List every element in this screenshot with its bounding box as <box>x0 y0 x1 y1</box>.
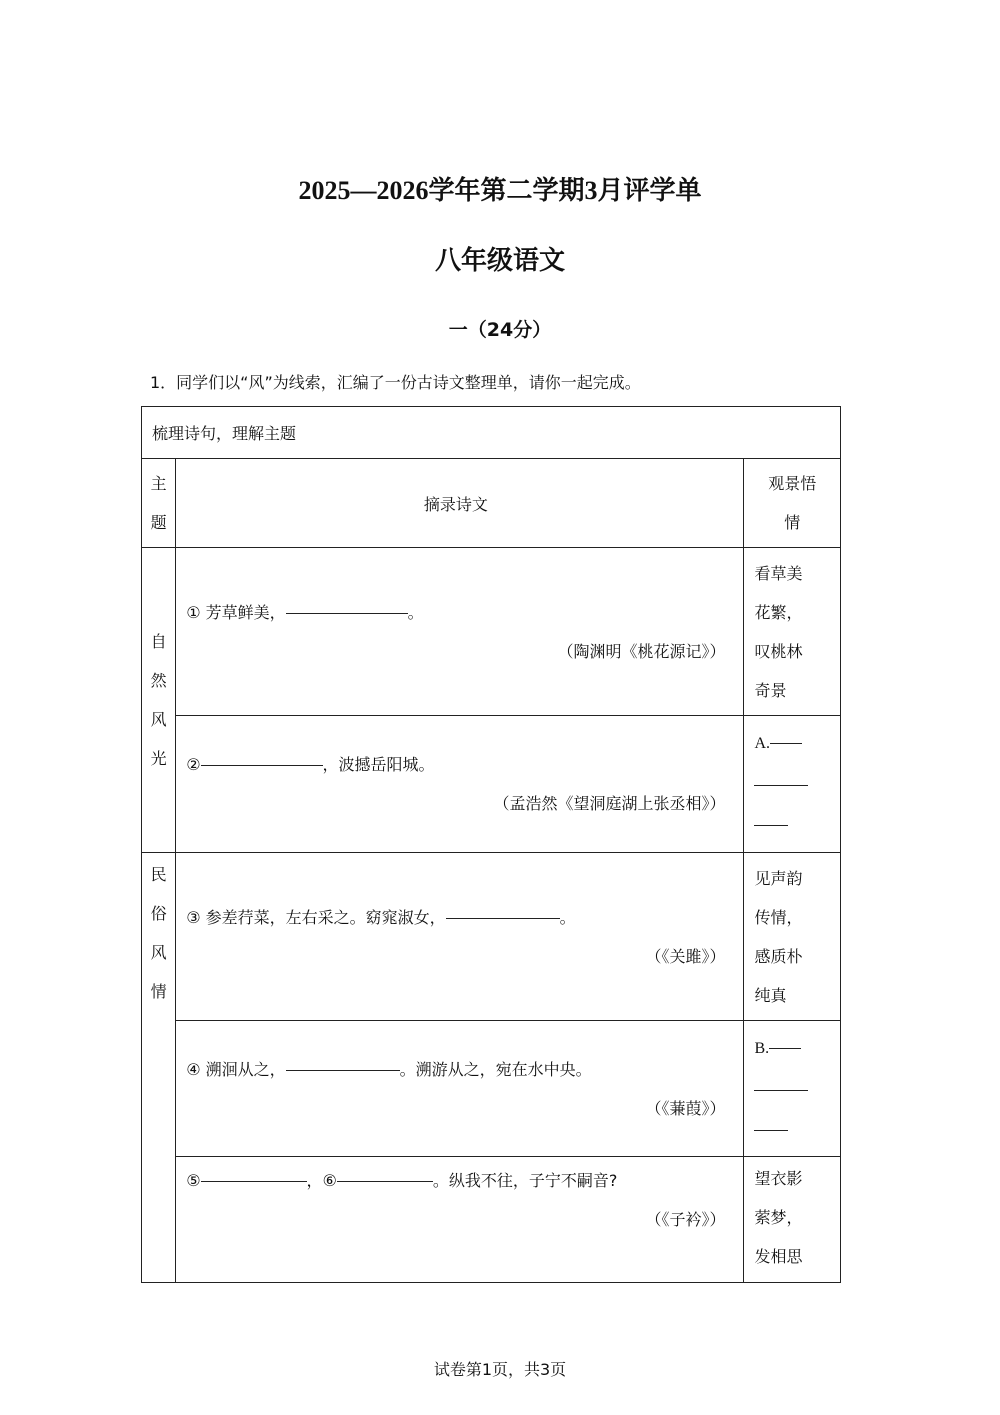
poem-line <box>186 1161 725 1200</box>
poem-line <box>186 593 725 632</box>
answer-label-b: B. <box>754 1039 770 1057</box>
view-cell-5 <box>744 1157 841 1283</box>
table-row <box>142 853 841 1021</box>
poem-text: 芳草鲜美， <box>200 602 286 622</box>
poem-line <box>186 1050 725 1089</box>
poem-table <box>141 406 841 1283</box>
view-text: 传情， <box>754 907 803 927</box>
item-number: ① <box>186 602 201 622</box>
item-number: ⑤ <box>186 1171 201 1190</box>
view-text: 纯真 <box>754 985 787 1005</box>
answer-blank[interactable] <box>446 917 560 919</box>
theme-char: 然 <box>150 671 167 690</box>
col-header-view-1: 观景悟 <box>768 474 817 493</box>
theme-natural <box>142 548 176 853</box>
table-row <box>142 1157 841 1283</box>
table-header-row <box>142 459 841 548</box>
answer-blank[interactable] <box>337 1180 433 1182</box>
view-text: 见声韵 <box>754 868 803 888</box>
col-header-poem: 摘录诗文 <box>176 459 744 548</box>
theme-char: 风 <box>150 710 167 729</box>
answer-blank[interactable] <box>770 742 802 744</box>
answer-blank[interactable] <box>286 1069 400 1071</box>
poem-cell-3 <box>176 853 744 1021</box>
view-cell-4 <box>744 1021 841 1157</box>
poem-text: ，波撼岳阳城。 <box>322 755 435 774</box>
theme-char: 情 <box>150 982 167 1001</box>
item-number: ② <box>186 755 201 774</box>
poem-cell-1 <box>176 548 744 716</box>
view-text: 发相思 <box>754 1247 803 1266</box>
table-row <box>142 1021 841 1157</box>
col-header-theme-1: 主 <box>150 474 167 493</box>
theme-char: 自 <box>150 632 167 651</box>
view-text: 叹桃林 <box>754 641 803 661</box>
theme-char: 风 <box>150 943 167 962</box>
poem-line <box>186 898 725 937</box>
answer-line[interactable] <box>754 763 808 786</box>
item-number: ③ <box>186 907 201 927</box>
poem-text: ，⑥ <box>306 1171 337 1190</box>
theme-char: 光 <box>150 749 167 768</box>
poem-line <box>186 745 725 784</box>
table-caption: 梳理诗句，理解主题 <box>142 407 841 459</box>
answer-line[interactable] <box>754 803 788 826</box>
item-number: ④ <box>186 1059 201 1079</box>
answer-area-b[interactable] <box>754 1029 832 1149</box>
view-text: 萦梦， <box>754 1208 803 1227</box>
answer-blank[interactable] <box>769 1047 801 1049</box>
poem-source: （孟浩然《望洞庭湖上张丞相》） <box>493 794 726 813</box>
poem-text: 。 <box>407 602 424 622</box>
page-footer: 试卷第1页，共3页 <box>433 1360 567 1379</box>
col-header-theme <box>142 459 176 548</box>
answer-label-a: A. <box>754 735 771 752</box>
section-heading: 一（24分） <box>448 319 552 341</box>
poem-source: （陶渊明《桃花源记》） <box>557 641 726 661</box>
poem-text: 参差荇菜，左右采之。窈窕淑女， <box>200 907 446 927</box>
poem-source: （《关雎》） <box>645 946 726 966</box>
table-row <box>142 548 841 716</box>
col-header-view <box>744 459 841 548</box>
question-prompt: 1．同学们以“风”为线索，汇编了一份古诗文整理单，请你一起完成。 <box>150 373 641 392</box>
view-text: 看草美 <box>754 563 803 583</box>
subject-title: 八年级语文 <box>434 246 565 276</box>
theme-folk <box>142 853 176 1283</box>
theme-char: 民 <box>150 865 167 884</box>
view-text: 花繁， <box>754 602 803 622</box>
answer-area-a[interactable] <box>754 724 832 844</box>
answer-line[interactable] <box>754 1108 788 1131</box>
poem-cell-5 <box>176 1157 744 1283</box>
view-cell-3 <box>744 853 841 1021</box>
view-cell-2 <box>744 716 841 853</box>
table-row <box>142 716 841 853</box>
answer-blank[interactable] <box>201 1180 307 1182</box>
answer-blank[interactable] <box>201 764 323 766</box>
poem-text: 。纵我不往，子宁不嗣音? <box>432 1171 618 1190</box>
col-header-view-2: 情 <box>784 513 801 532</box>
col-header-theme-2: 题 <box>150 513 167 532</box>
exam-title: 2025—2026学年第二学期3月评学单 <box>298 176 702 205</box>
view-text: 感质朴 <box>754 946 803 966</box>
view-cell-1 <box>744 548 841 716</box>
answer-line[interactable] <box>754 1068 808 1091</box>
table-caption-row <box>142 407 841 459</box>
answer-blank[interactable] <box>286 612 408 614</box>
poem-cell-2 <box>176 716 744 853</box>
poem-text: 。溯游从之，宛在水中央。 <box>399 1059 592 1079</box>
poem-cell-4 <box>176 1021 744 1157</box>
poem-source: （《蒹葭》） <box>645 1098 726 1118</box>
view-text: 奇景 <box>754 680 787 700</box>
theme-char: 俗 <box>150 904 167 923</box>
view-text: 望衣影 <box>754 1169 803 1188</box>
poem-text: 。 <box>559 907 576 927</box>
poem-source: （《子衿》） <box>645 1210 726 1229</box>
poem-text: 溯洄从之， <box>200 1059 286 1079</box>
